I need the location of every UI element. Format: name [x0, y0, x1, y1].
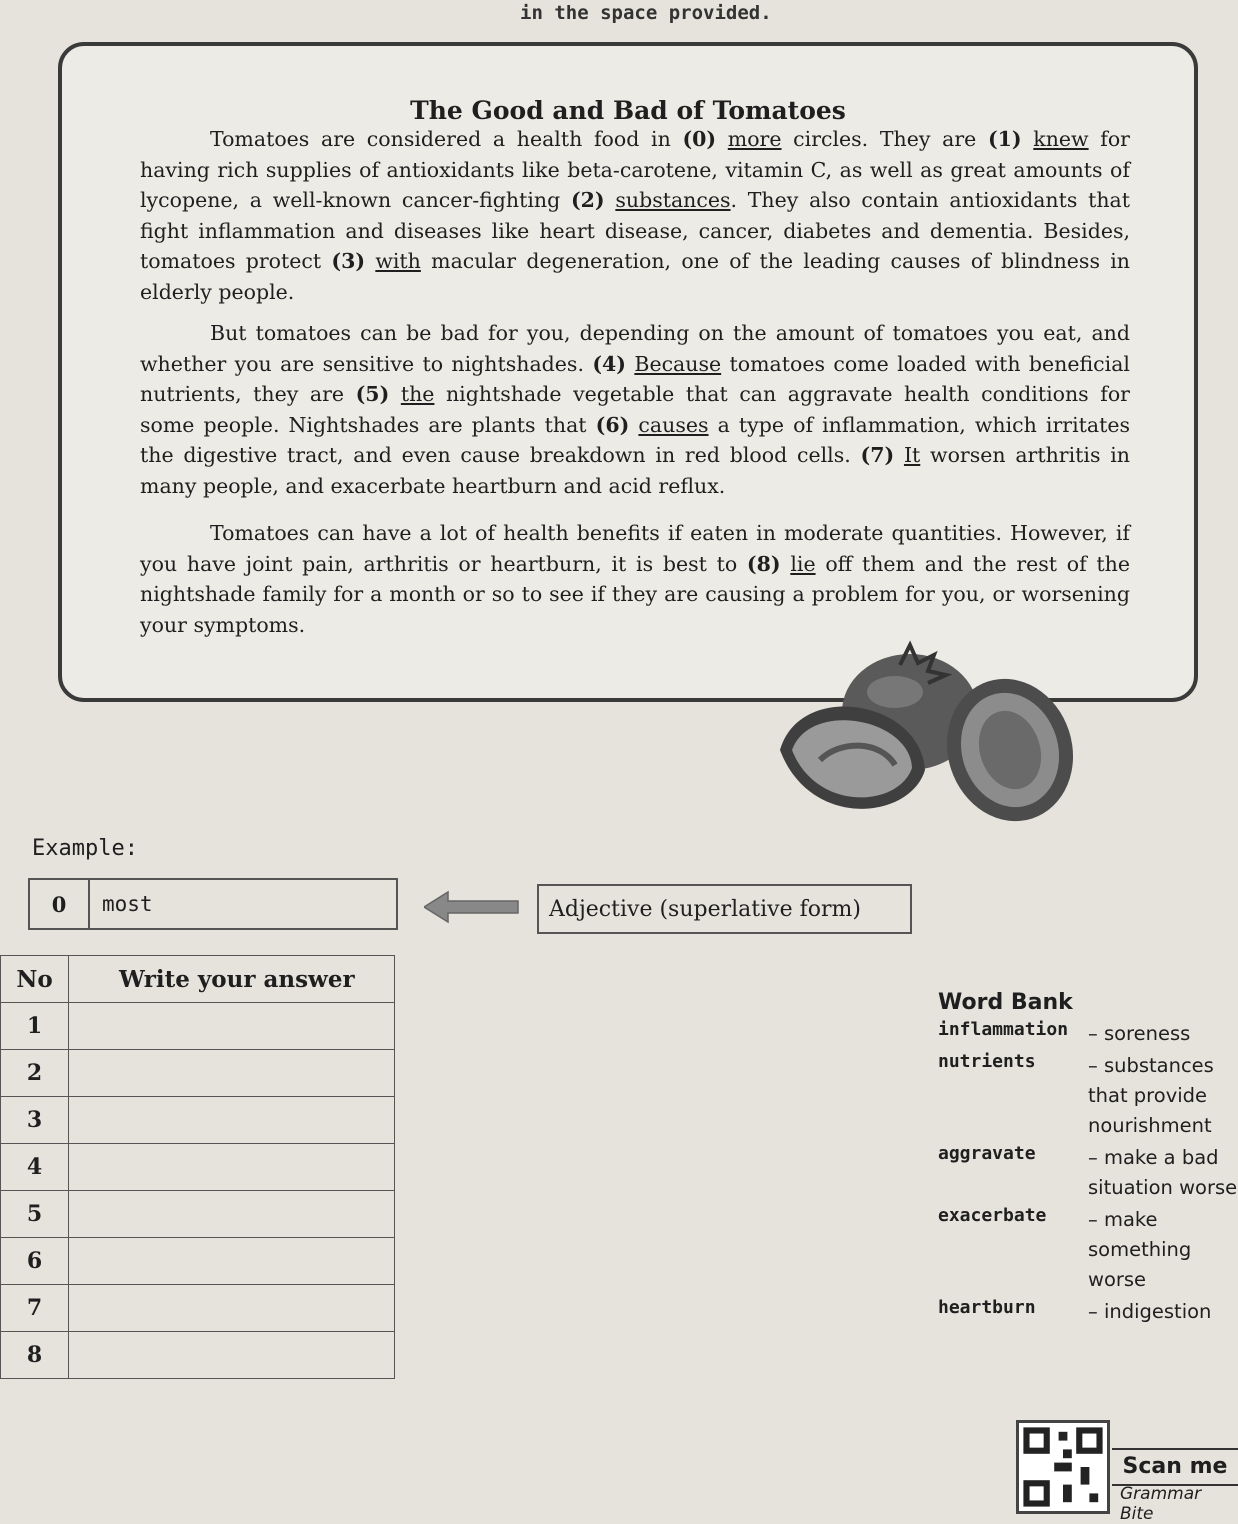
- gap-number-7: (7): [860, 443, 895, 467]
- example-answer-box: [28, 878, 398, 930]
- answer-cell-4[interactable]: [69, 1144, 395, 1191]
- gap-number-8: (8): [746, 551, 781, 576]
- table-row: 1: [1, 1003, 395, 1050]
- gap-word-3: with: [375, 249, 421, 273]
- example-word-type: Adjective (superlative form): [537, 884, 912, 934]
- qr-code-icon[interactable]: [1016, 1420, 1110, 1514]
- table-row: 3: [1, 1097, 395, 1144]
- paragraph-2: But tomatoes can be bad for you, depending on the amount of tomatoes you eat, and whether you are sensitive to nightshades. (4) Because tomatoes come loaded with beneficial nutrients, they are (5) the nightshade vegetable that can aggravate health conditions for some people. Nightshades are plants that (6) causes a type of inflammation, which irritates the digestive tract, and even cause breakdown in red blood cells. (7) It worsen arthritis in many people, and exacerbate heartburn and acid reflux.: [140, 321, 1130, 498]
- example-answer: most: [102, 892, 153, 916]
- word-bank: [938, 990, 1238, 1329]
- passage-card: [58, 42, 1198, 702]
- table-row: 8: [1, 1332, 395, 1379]
- gap-word-2: substances: [615, 188, 731, 212]
- gap-word-8: lie: [790, 551, 816, 576]
- word-bank-title: Word Bank: [938, 990, 1073, 1015]
- list-item: heartburn – indigestion: [938, 1297, 1212, 1323]
- table-row: 7: [1, 1285, 395, 1332]
- gap-word-0: more: [727, 127, 782, 151]
- tomato-illustration: [770, 640, 1090, 830]
- example-number: 0: [30, 880, 90, 928]
- answer-table-header-no: No: [1, 956, 69, 1003]
- gap-number-2: (2): [570, 188, 605, 212]
- passage-title: The Good and Bad of Tomatoes: [410, 96, 846, 125]
- list-item: inflammation – soreness: [938, 1019, 1191, 1045]
- gap-number-6: (6): [595, 412, 630, 437]
- scan-me-label: Scan me: [1112, 1448, 1238, 1486]
- gap-word-5: the: [400, 382, 435, 406]
- answer-cell-5[interactable]: [69, 1191, 395, 1238]
- answer-cell-3[interactable]: [69, 1097, 395, 1144]
- answer-cell-6[interactable]: [69, 1238, 395, 1285]
- table-row: 2: [1, 1050, 395, 1097]
- gap-number-1: (1): [987, 127, 1022, 151]
- answer-cell-1[interactable]: [69, 1003, 395, 1050]
- table-row: 6: [1, 1238, 395, 1285]
- answer-table-header-answer: Write your answer: [69, 956, 395, 1003]
- gap-number-5: (5): [355, 382, 390, 406]
- answer-cell-7[interactable]: [69, 1285, 395, 1332]
- brand-label: Grammar Bite: [1120, 1484, 1202, 1524]
- gap-word-6: causes: [638, 412, 709, 437]
- gap-word-1: knew: [1033, 127, 1089, 151]
- example-label: Example:: [32, 836, 138, 861]
- answer-cell-2[interactable]: [69, 1050, 395, 1097]
- table-row: 5: [1, 1191, 395, 1238]
- list-item: nutrients – substances that provide nourishment: [938, 1051, 1214, 1137]
- gap-word-4: Because: [634, 351, 722, 376]
- list-item: aggravate – make a bad situation worse: [938, 1143, 1238, 1199]
- list-item: exacerbate – make something worse: [938, 1205, 1192, 1291]
- answer-cell-8[interactable]: [69, 1332, 395, 1379]
- top-instruction-fragment: in the space provided.: [520, 2, 772, 24]
- paragraph-1: Tomatoes are considered a health food in (0) more circles. They are (1) knew for having rich supplies of antioxidants like beta-carotene, vitamin C, as well as great amounts of lycopene, a well-known cancer-fighting (2) substances. They also contain antioxidants that fight inflammation and diseases like heart disease, cancer, diabetes and dementia. Besides, tomatoes protect (3) with macular degeneration, one of the leading causes of blindness in elderly people.: [140, 127, 1131, 304]
- answer-table: [0, 955, 395, 1379]
- gap-number-3: (3): [331, 249, 366, 273]
- gap-number-4: (4): [592, 351, 626, 376]
- gap-word-7: It: [903, 443, 921, 467]
- paragraph-3: Tomatoes can have a lot of health benefits if eaten in moderate quantities. However, if you have joint pain, arthritis or heartburn, it is best to (8) lie off them and the rest of the nightshade family for a month or so to see if they are causing a problem for you, or worsening your symptoms.: [140, 521, 1130, 637]
- table-row: 4: [1, 1144, 395, 1191]
- gap-number-0: (0): [682, 127, 717, 151]
- arrow-left-icon: [424, 890, 520, 924]
